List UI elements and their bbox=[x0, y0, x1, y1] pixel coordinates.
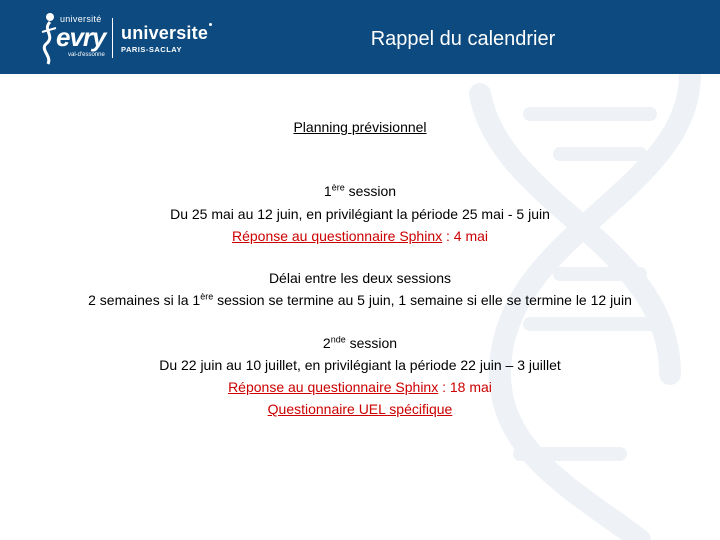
logo-evry-sub-text: val-d'essonne bbox=[68, 52, 105, 58]
delay-text bbox=[0, 291, 720, 309]
session2-dates: Du 22 juin au 10 juillet, en privilégiant la période 22 juin – 3 juillet bbox=[159, 357, 561, 373]
logo-ps-sub-text: PARIS-SACLAY bbox=[121, 44, 183, 54]
delay-sup: ère bbox=[200, 291, 214, 302]
logo-universite-evry bbox=[36, 8, 106, 68]
logo-ps-main-label: universite bbox=[121, 22, 209, 43]
planning-heading: Planning prévisionnel bbox=[293, 119, 427, 135]
page-title: Rappel du calendrier bbox=[370, 28, 556, 50]
session1-rest: session bbox=[344, 183, 397, 199]
session1-num: 1 bbox=[323, 183, 332, 199]
uel-questionnaire-link[interactable]: Questionnaire UEL spécifique bbox=[267, 401, 453, 417]
delay-text-b: session se termine au 5 juin, 1 semaine si elle se termine le 12 juin bbox=[213, 292, 632, 308]
session2-rest: session bbox=[345, 335, 398, 351]
session1-sup: ère bbox=[331, 182, 345, 193]
session2-title bbox=[0, 334, 720, 352]
session1-dates: Du 25 mai au 12 juin, en privilégiant la période 25 mai - 5 juin bbox=[170, 206, 550, 222]
logo-ps-dot bbox=[209, 23, 212, 26]
delay-text-a: 2 semaines si la 1 bbox=[88, 292, 201, 308]
session2-deadline: : 18 mai bbox=[438, 379, 492, 395]
header-bar bbox=[0, 0, 720, 74]
session1-deadline: : 4 mai bbox=[442, 228, 489, 244]
logo-ps-main-text bbox=[121, 23, 212, 43]
session2-sphinx-link[interactable]: Réponse au questionnaire Sphinx bbox=[228, 379, 439, 395]
logo-paris-saclay bbox=[121, 23, 212, 54]
session1-sphinx-link[interactable]: Réponse au questionnaire Sphinx bbox=[231, 228, 443, 244]
session2-sup: nde bbox=[330, 334, 346, 345]
session1-response bbox=[0, 227, 720, 245]
logo-evry-top-text: université bbox=[60, 14, 102, 24]
session1-title bbox=[0, 182, 720, 200]
session2-num: 2 bbox=[322, 335, 331, 351]
logo-separator bbox=[112, 18, 113, 58]
logo-group bbox=[36, 6, 212, 70]
delay-title: Délai entre les deux sessions bbox=[268, 270, 452, 286]
session2-response bbox=[0, 378, 720, 396]
logo-evry-text: evry bbox=[56, 22, 106, 52]
